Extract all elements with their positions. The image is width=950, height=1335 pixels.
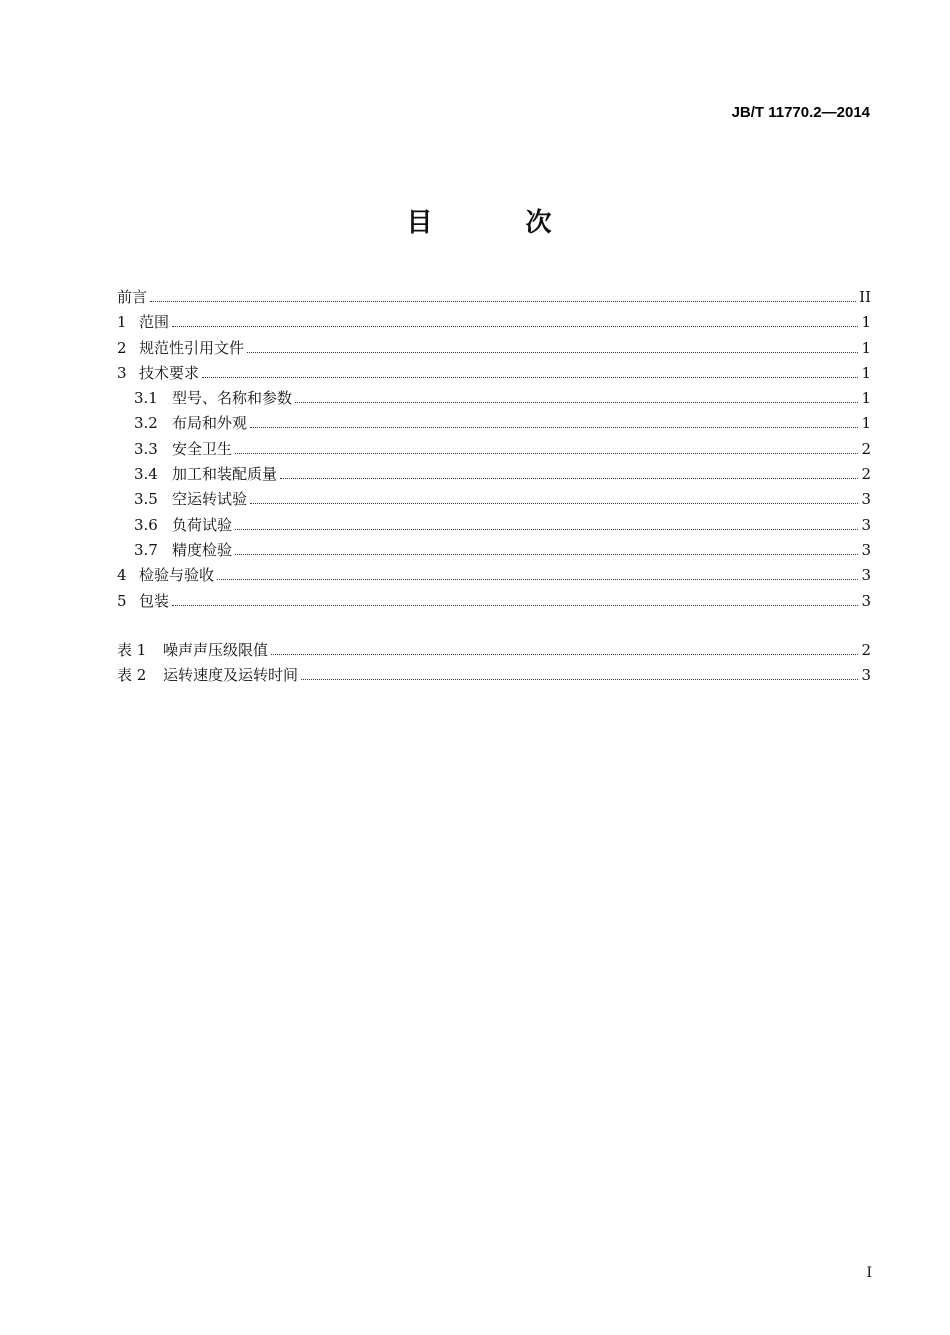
toc-number: 3.1 [134, 389, 158, 408]
toc-entry-foreword[interactable] [117, 285, 871, 310]
toc-list [117, 285, 871, 614]
dot-leader [250, 426, 858, 428]
toc-entry-3-5[interactable] [117, 487, 871, 512]
toc-label: 精度检验 [172, 540, 233, 559]
toc-entry-5[interactable] [117, 589, 871, 614]
dot-leader [235, 452, 858, 454]
toc-label: 技术要求 [139, 363, 200, 382]
table-entry-2[interactable] [117, 663, 871, 688]
toc-number: 3.5 [134, 490, 158, 509]
toc-page: 1 [861, 338, 871, 357]
page-title: 目 次 [406, 208, 594, 238]
toc-number: 3.4 [134, 465, 158, 484]
table-number: 表 1 [117, 641, 147, 659]
dot-leader [250, 502, 858, 504]
dot-leader [271, 653, 858, 655]
table-page: 3 [861, 666, 871, 685]
dot-leader [202, 376, 858, 378]
toc-number: 3.3 [134, 439, 158, 458]
table-entry-1[interactable] [117, 638, 871, 663]
toc-label: 空运转试验 [172, 490, 248, 509]
toc-label: 规范性引用文件 [139, 338, 245, 357]
toc-number: 3.6 [134, 515, 158, 534]
toc-page: 1 [861, 414, 871, 433]
page-number: I [866, 1265, 872, 1281]
toc-number: 4 [117, 566, 127, 585]
toc-label: 检验与验收 [139, 566, 215, 585]
dot-leader [280, 477, 858, 479]
toc-entry-3-7[interactable] [117, 538, 871, 563]
toc-label: 包装 [139, 591, 170, 610]
toc-entry-3-4[interactable] [117, 462, 871, 487]
toc-entry-3-1[interactable] [117, 386, 871, 411]
toc-entry-2[interactable] [117, 336, 871, 361]
table-list [117, 638, 871, 689]
toc-page: 3 [861, 515, 871, 534]
toc-number: 3.2 [134, 414, 158, 433]
dot-leader [217, 578, 858, 580]
toc-page: 3 [861, 540, 871, 559]
toc-number: 3.7 [134, 540, 158, 559]
toc-page: 3 [861, 566, 871, 585]
toc-page: 3 [861, 490, 871, 509]
toc-entry-3-3[interactable] [117, 437, 871, 462]
toc-page: 1 [861, 313, 871, 332]
toc-label: 加工和装配质量 [172, 465, 278, 484]
toc-entry-3-6[interactable] [117, 513, 871, 538]
toc-label: 范围 [139, 313, 170, 332]
toc-label: 前言 [117, 288, 148, 306]
toc-page: 1 [861, 363, 871, 382]
toc-page: 2 [861, 439, 871, 458]
standard-code: JB/T 11770.2—2014 [731, 104, 870, 121]
toc-label: 布局和外观 [172, 414, 248, 433]
toc-page: 1 [861, 389, 871, 408]
table-number: 表 2 [117, 666, 147, 685]
dot-leader [301, 678, 858, 680]
table-label: 运转速度及运转时间 [163, 666, 299, 685]
toc-label: 型号、名称和参数 [172, 389, 293, 408]
dot-leader [235, 528, 858, 530]
dot-leader [235, 553, 858, 555]
toc-entry-3-2[interactable] [117, 411, 871, 436]
table-label: 噪声声压级限值 [163, 641, 269, 659]
toc-page: 2 [861, 465, 871, 484]
toc-entry-3[interactable] [117, 361, 871, 386]
toc-entry-1[interactable] [117, 310, 871, 335]
dot-leader [172, 604, 858, 606]
toc-number: 2 [117, 338, 127, 357]
dot-leader [172, 325, 858, 327]
toc-number: 5 [117, 591, 127, 610]
dot-leader [150, 300, 856, 302]
table-page: 2 [861, 641, 871, 659]
toc-page: 3 [861, 591, 871, 610]
toc-page: II [859, 288, 871, 306]
toc-label: 负荷试验 [172, 515, 233, 534]
dot-leader [247, 351, 858, 353]
toc-label: 安全卫生 [172, 439, 233, 458]
dot-leader [295, 401, 858, 403]
toc-number: 3 [117, 363, 127, 382]
toc-number: 1 [117, 313, 127, 332]
toc-entry-4[interactable] [117, 563, 871, 588]
